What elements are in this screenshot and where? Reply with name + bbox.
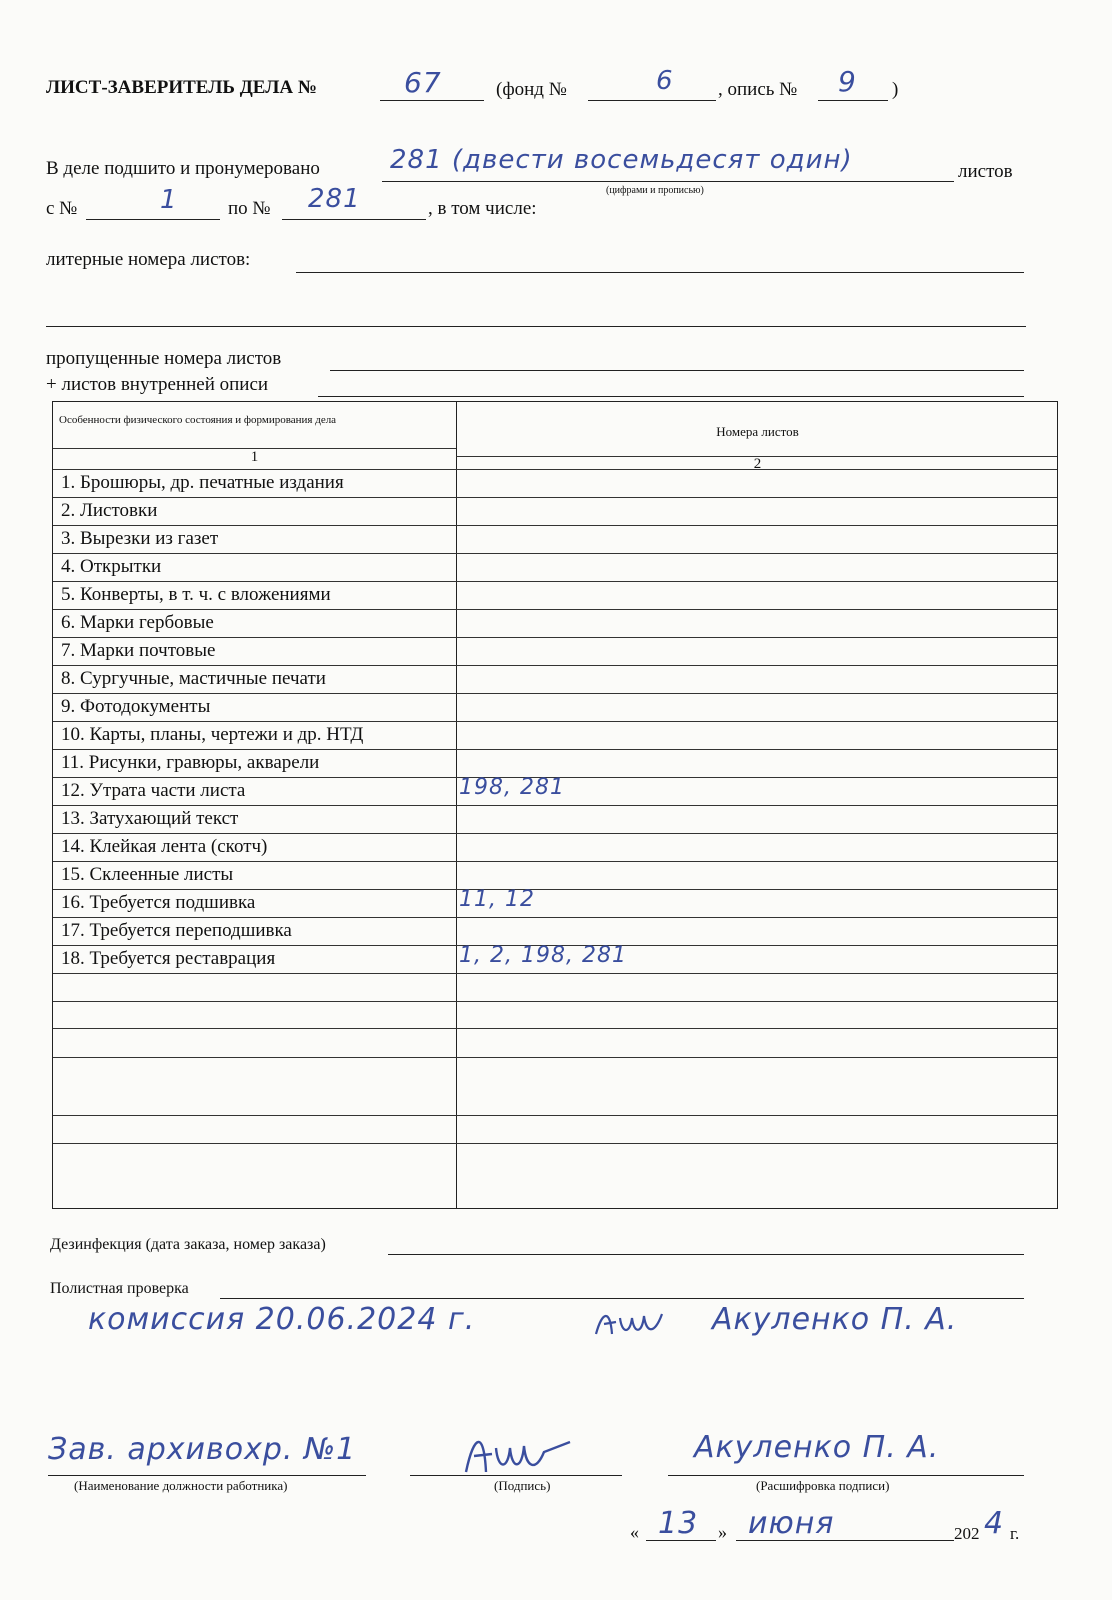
stitched-label: В деле подшито и пронумеровано bbox=[46, 158, 320, 179]
sheets-word: листов bbox=[958, 161, 1013, 182]
table-row-value: 198, 281 bbox=[459, 775, 565, 800]
decode-value: Акуленко П. А. bbox=[694, 1430, 940, 1465]
sheet-check-line bbox=[220, 1298, 1024, 1299]
table-row-label: 10. Карты, планы, чертежи и др. НТД bbox=[61, 724, 364, 745]
col1-header: Особенности физического состояния и формирования дела bbox=[59, 414, 337, 426]
col2-header: Номера листов bbox=[716, 424, 799, 439]
fond-no-line bbox=[588, 100, 716, 101]
year-prefix: 202 bbox=[954, 1524, 980, 1543]
row-rule bbox=[53, 833, 1057, 834]
disinfection-label: Дезинфекция (дата заказа, номер заказа) bbox=[50, 1236, 326, 1253]
opis-no-value: 9 bbox=[838, 65, 857, 98]
inner-inventory-label: + листов внутренней описи bbox=[46, 374, 269, 395]
empty-row-rule bbox=[53, 1143, 1057, 1144]
table-row-label: 1. Брошюры, др. печатные издания bbox=[61, 472, 344, 493]
header-close-paren: ) bbox=[892, 79, 899, 100]
table-row-label: 12. Утрата части листа bbox=[61, 780, 246, 801]
from-value: 1 bbox=[160, 185, 178, 215]
table-row-label: 4. Открытки bbox=[61, 556, 162, 577]
sheet-check-value: комиссия 20.06.2024 г. bbox=[88, 1302, 476, 1337]
row-rule bbox=[53, 749, 1057, 750]
check-signature-scribble bbox=[590, 1304, 670, 1344]
row-rule bbox=[53, 693, 1057, 694]
to-label: по № bbox=[228, 198, 271, 219]
row-rule bbox=[53, 581, 1057, 582]
table-row-label: 15. Склеенные листы bbox=[61, 864, 234, 885]
table-row-label: 7. Марки почтовые bbox=[61, 640, 216, 661]
row-rule bbox=[53, 469, 1057, 470]
year-suffix: 4 bbox=[984, 1506, 1005, 1541]
signature-caption: (Подпись) bbox=[494, 1478, 551, 1493]
row-rule bbox=[53, 805, 1057, 806]
row-rule bbox=[53, 609, 1057, 610]
table-row-value: 11, 12 bbox=[459, 887, 535, 912]
sheet-check-signer: Акуленко П. А. bbox=[712, 1302, 958, 1337]
missing-numbers-line bbox=[330, 370, 1024, 371]
table-row-label: 6. Марки гербовые bbox=[61, 612, 214, 633]
inner-inventory-line bbox=[318, 396, 1024, 397]
form-title: ЛИСТ-ЗАВЕРИТЕЛЬ ДЕЛА № bbox=[46, 77, 317, 98]
row-rule bbox=[53, 861, 1057, 862]
decode-line bbox=[668, 1475, 1024, 1476]
opis-label: , опись № bbox=[718, 79, 798, 100]
missing-numbers-label: пропущенные номера листов bbox=[46, 348, 282, 369]
year-word: г. bbox=[1010, 1524, 1020, 1543]
table-row-label: 18. Требуется реставрация bbox=[61, 948, 276, 969]
fond-no-value: 6 bbox=[656, 66, 674, 96]
row-rule bbox=[53, 721, 1057, 722]
signature-scribble bbox=[460, 1428, 580, 1480]
date-day: 13 bbox=[658, 1506, 699, 1541]
empty-row-rule bbox=[53, 1001, 1057, 1002]
condition-table bbox=[52, 401, 1058, 1209]
empty-row-rule bbox=[53, 1028, 1057, 1029]
literal-numbers-label: литерные номера листов: bbox=[46, 249, 251, 270]
sheet-check-label: Полистная проверка bbox=[50, 1280, 189, 1297]
case-no-line bbox=[380, 100, 484, 101]
row-rule bbox=[53, 917, 1057, 918]
empty-row-rule bbox=[53, 1115, 1057, 1116]
position-line bbox=[48, 1475, 366, 1476]
position-caption: (Наименование должности работника) bbox=[74, 1478, 288, 1493]
table-row-label: 3. Вырезки из газет bbox=[61, 528, 219, 549]
case-no-value: 67 bbox=[404, 66, 442, 99]
to-value: 281 bbox=[308, 184, 361, 214]
disinfection-line bbox=[388, 1254, 1024, 1255]
row-rule bbox=[53, 497, 1057, 498]
blank-line bbox=[46, 326, 1026, 327]
table-row-value: 1, 2, 198, 281 bbox=[459, 943, 627, 968]
table-row-label: 17. Требуется переподшивка bbox=[61, 920, 292, 941]
table-row-label: 8. Сургучные, мастичные печати bbox=[61, 668, 326, 689]
including-label: , в том числе: bbox=[428, 198, 537, 219]
table-row-label: 5. Конверты, в т. ч. с вложениями bbox=[61, 584, 331, 605]
row-rule bbox=[53, 889, 1057, 890]
table-row-label: 14. Клейкая лента (скотч) bbox=[61, 836, 268, 857]
to-line bbox=[282, 219, 426, 220]
table-row-label: 11. Рисунки, гравюры, акварели bbox=[61, 752, 320, 773]
table-row-label: 2. Листовки bbox=[61, 500, 158, 521]
fond-label: (фонд № bbox=[496, 79, 567, 100]
position-value: Зав. архивохр. №1 bbox=[48, 1432, 357, 1467]
date-month: июня bbox=[748, 1506, 835, 1541]
table-row-label: 16. Требуется подшивка bbox=[61, 892, 256, 913]
row-rule bbox=[53, 973, 1057, 974]
count-hint: (цифрами и прописью) bbox=[606, 185, 704, 196]
row-rule bbox=[53, 525, 1057, 526]
empty-row-rule bbox=[53, 1057, 1057, 1058]
from-line bbox=[86, 219, 220, 220]
stitched-line bbox=[382, 181, 954, 182]
stitched-count-written: 281 (двести восемьдесят один) bbox=[390, 145, 853, 175]
row-rule bbox=[53, 553, 1057, 554]
literal-numbers-line bbox=[296, 272, 1024, 273]
from-label: с № bbox=[46, 198, 78, 219]
col2-number: 2 bbox=[753, 456, 762, 472]
col1-number: 1 bbox=[250, 449, 259, 465]
row-rule bbox=[53, 637, 1057, 638]
date-quote-close: » bbox=[718, 1522, 727, 1542]
opis-no-line bbox=[818, 100, 888, 101]
table-row-label: 13. Затухающий текст bbox=[61, 808, 239, 829]
row-rule bbox=[53, 665, 1057, 666]
decode-caption: (Расшифровка подписи) bbox=[756, 1478, 890, 1493]
table-row-label: 9. Фотодокументы bbox=[61, 696, 211, 717]
date-quote-open: « bbox=[630, 1522, 639, 1542]
